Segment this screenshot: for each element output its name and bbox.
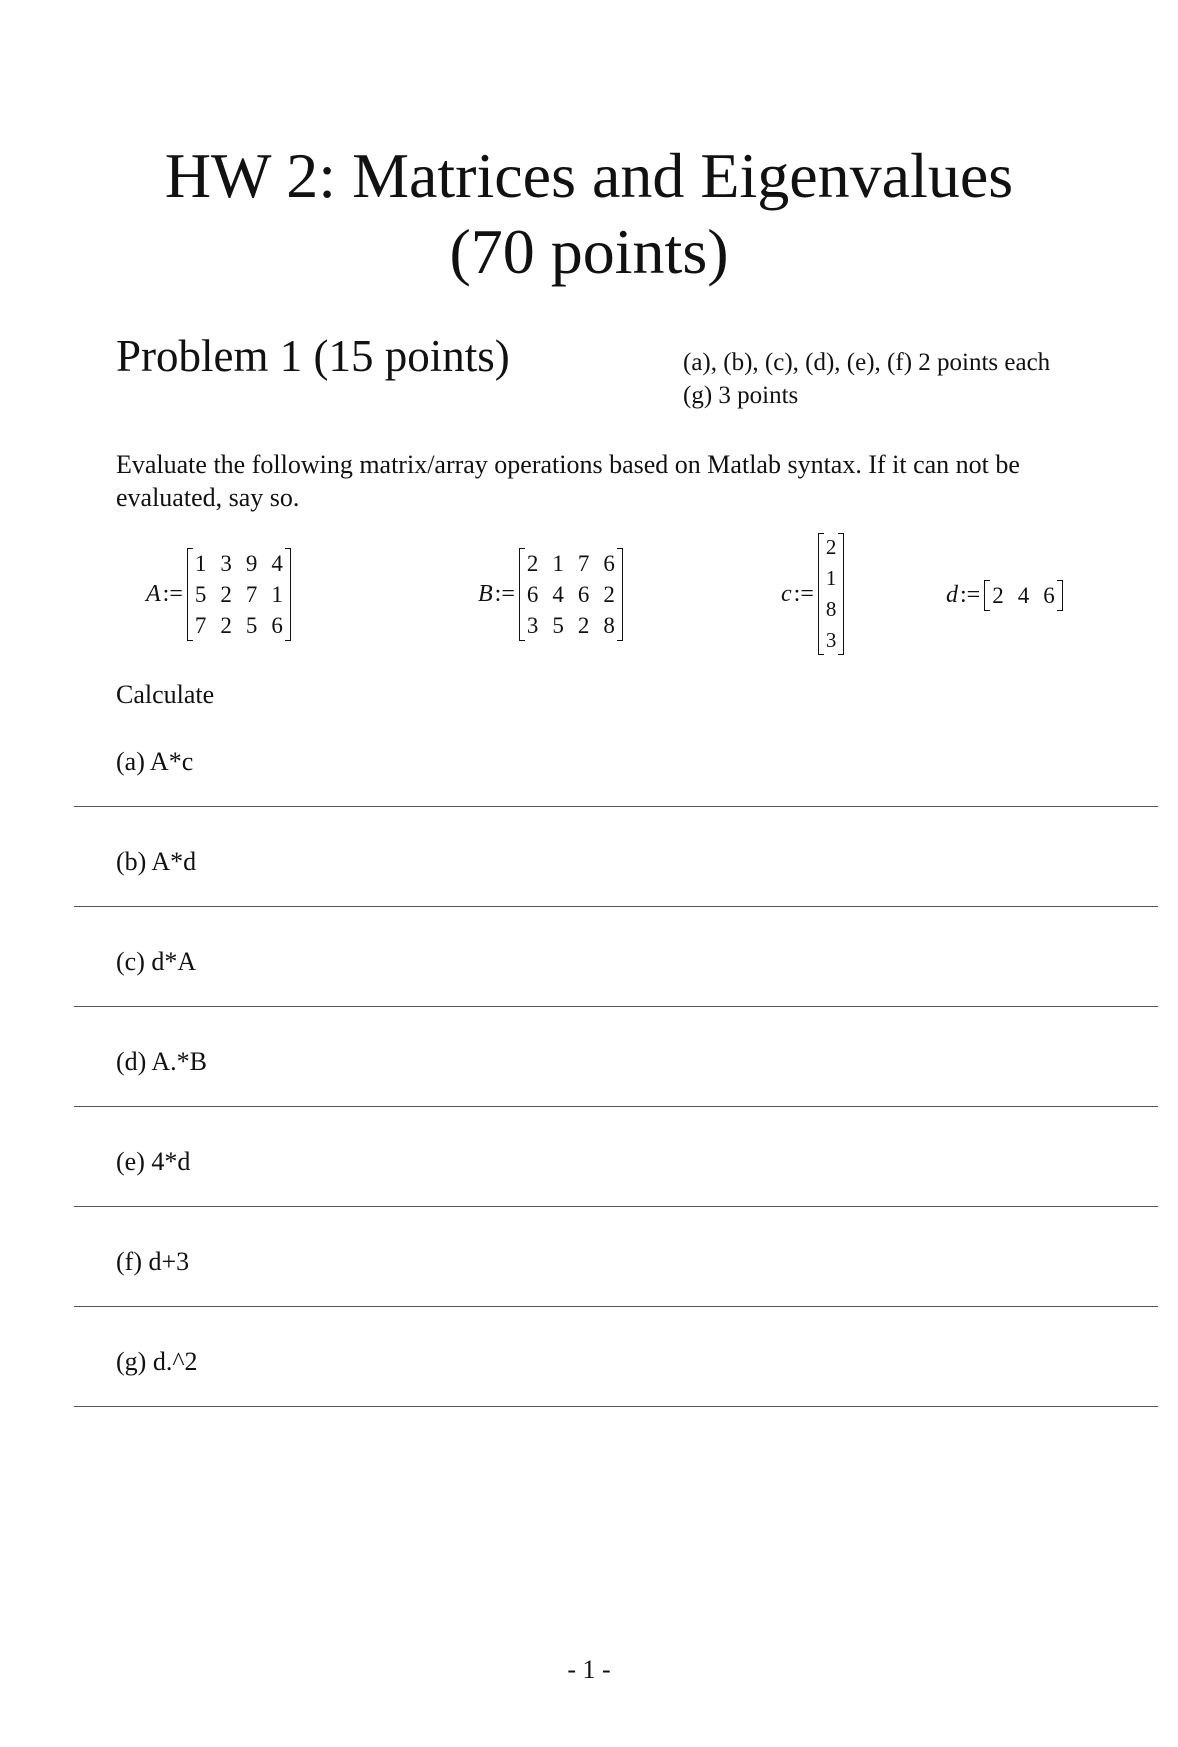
matrix-a: [146, 548, 291, 641]
vector-d-cell: 4: [1017, 583, 1030, 608]
matrix-b-cell: 3: [526, 613, 539, 638]
vector-c-assign: :=: [793, 580, 814, 607]
part-c-label: (c) d*A: [116, 947, 197, 976]
matrix-a-cell: 6: [271, 613, 283, 638]
points-line-1: (a), (b), (c), (d), (e), (f) 2 points each: [683, 349, 1051, 376]
matrix-a-cell: 5: [245, 613, 258, 638]
matrix-b-cell: 7: [577, 551, 590, 576]
matrix-b-cell: 2: [603, 582, 615, 607]
matrix-b-grid: [527, 550, 615, 639]
page-number: - 1 -: [567, 1655, 611, 1684]
vector-c-cell: 3: [825, 628, 837, 652]
answer-line-a[interactable]: [74, 806, 1158, 807]
matrix-b-cell: 6: [577, 582, 590, 607]
matrix-b-cell: 2: [526, 551, 539, 576]
document-title: [0, 138, 1178, 290]
matrix-b-cell: 6: [526, 582, 539, 607]
matrix-a-cell: 1: [194, 551, 207, 576]
points-breakdown: [683, 346, 1050, 412]
matrix-a-cell: 2: [220, 613, 232, 638]
instructions: Evaluate the following matrix/array operations based on Matlab syntax. If it can not be evaluated, say so.: [116, 450, 1020, 512]
matrix-a-cell: 7: [245, 582, 258, 607]
calculate-label: Calculate: [116, 680, 215, 709]
matrix-b-cell: 2: [577, 613, 590, 638]
matrix-b-cell: 4: [552, 582, 564, 607]
part-d-label: (d) A.*B: [116, 1047, 207, 1076]
vector-d-grid: [992, 582, 1055, 609]
points-line-2: (g) 3 points: [683, 382, 799, 409]
vector-d-name: d: [946, 582, 958, 608]
vector-d-assign: :=: [960, 582, 981, 608]
matrix-a-assign: :=: [162, 581, 183, 607]
matrix-a-cell: 2: [220, 582, 232, 607]
title-line-1: HW 2: Matrices and Eigenvalues: [164, 140, 1014, 211]
answer-line-d[interactable]: [74, 1106, 1158, 1107]
answer-line-c[interactable]: [74, 1006, 1158, 1007]
matrix-b-name: B: [478, 581, 493, 607]
matrix-b-cell: 5: [552, 613, 564, 638]
vector-d-cell: 2: [992, 583, 1004, 608]
vector-c: [781, 533, 844, 655]
matrix-a-name: A: [146, 581, 161, 607]
matrix-a-cell: 7: [194, 613, 207, 638]
part-f-label: (f) d+3: [116, 1247, 190, 1276]
matrix-b-cell: 8: [603, 613, 615, 638]
vector-c-cell: 8: [825, 597, 837, 621]
vector-c-grid: [826, 535, 837, 653]
vector-c-bracket: [818, 533, 845, 655]
answer-line-g[interactable]: [74, 1406, 1158, 1407]
matrix-b-assign: :=: [494, 581, 515, 607]
part-b-label: (b) A*d: [116, 847, 197, 876]
title-line-2: (70 points): [449, 216, 729, 287]
vector-c-cell: 1: [825, 566, 837, 590]
answer-line-f[interactable]: [74, 1306, 1158, 1307]
matrix-a-cell: 4: [271, 551, 283, 576]
matrix-a-cell: 3: [220, 551, 232, 576]
matrix-a-bracket: [187, 548, 291, 641]
matrix-a-cell: 5: [194, 582, 207, 607]
vector-c-name: c: [781, 580, 792, 607]
part-e-label: (e) 4*d: [116, 1147, 191, 1176]
problem-heading: Problem 1 (15 points): [116, 331, 510, 381]
vector-d-bracket: [984, 580, 1063, 611]
part-g-label: (g) d.^2: [116, 1347, 198, 1376]
matrix-a-cell: 1: [271, 582, 283, 607]
matrix-a-cell: 9: [245, 551, 258, 576]
vector-d: [946, 580, 1063, 611]
matrix-a-grid: [195, 550, 283, 639]
vector-c-cell: 2: [825, 535, 837, 559]
matrix-b: [478, 548, 623, 641]
vector-d-cell: 6: [1043, 583, 1055, 608]
matrix-b-cell: 1: [552, 551, 564, 576]
answer-line-e[interactable]: [74, 1206, 1158, 1207]
matrix-b-bracket: [519, 548, 623, 641]
answer-line-b[interactable]: [74, 906, 1158, 907]
part-a-label: (a) A*c: [116, 747, 194, 776]
matrix-b-cell: 6: [603, 551, 615, 576]
